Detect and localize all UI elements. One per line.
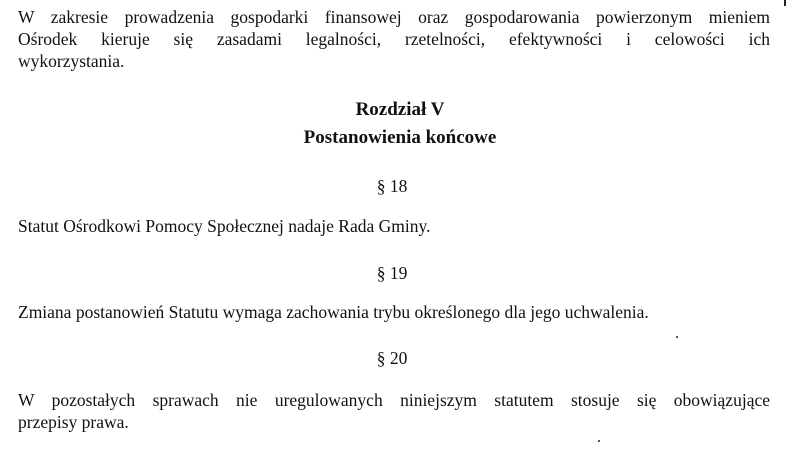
section-18-symbol: § 18 — [376, 176, 408, 196]
section-20-line-1: W pozostałych sprawach nie uregulowanych niniejszym statutem stosuje się obowiązujące — [18, 390, 770, 410]
intro-line-2: Ośrodek kieruje się zasadami legalności, rzetelności, efektywności i celowości ich — [18, 29, 770, 49]
scan-speck — [676, 336, 678, 338]
section-19-symbol: § 19 — [376, 263, 408, 283]
section-20-line-2: przepisy prawa. — [18, 412, 129, 432]
intro-line-3: wykorzystania. — [18, 51, 125, 71]
section-20-text — [18, 389, 770, 433]
chapter-number: Rozdział V — [355, 99, 445, 120]
chapter-title: Postanowienia końcowe — [303, 127, 497, 148]
section-18-text — [18, 215, 770, 237]
section-20-symbol: § 20 — [376, 348, 408, 368]
scan-speck — [598, 440, 600, 442]
scan-margin-mark — [784, 0, 786, 6]
section-19-line: Zmiana postanowień Statutu wymaga zachowania trybu określonego dla jego uchwalenia. — [18, 302, 649, 322]
intro-line-1: W zakresie prowadzenia gospodarki finansowej oraz gospodarowania powierzonym mieniem — [18, 7, 770, 27]
section-18-line: Statut Ośrodkowi Pomocy Społecznej nadaje Rada Gminy. — [18, 216, 431, 236]
section-19-text — [18, 301, 770, 323]
intro-paragraph — [18, 6, 770, 72]
